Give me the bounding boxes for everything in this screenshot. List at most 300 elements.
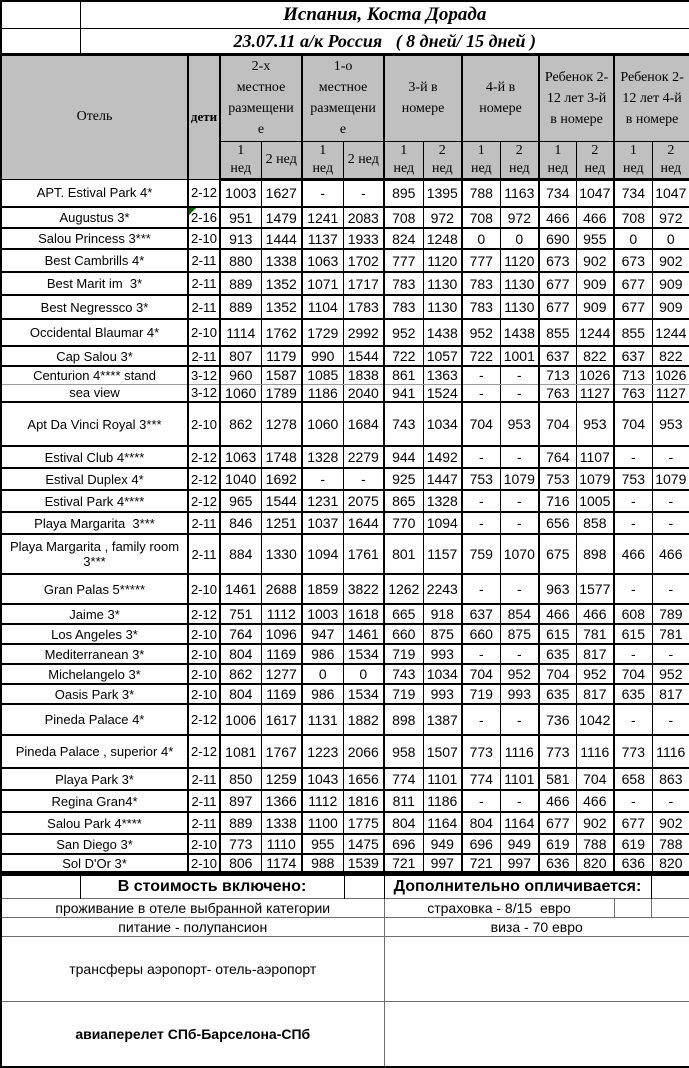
price-cell: 773 [539, 735, 576, 768]
price-cell: 824 [384, 228, 423, 249]
price-cell: 615 [614, 624, 652, 644]
price-cell: 1244 [652, 319, 689, 346]
page-title: Испания, Коста Дорада [80, 1, 689, 29]
table-row [1, 790, 689, 812]
price-cell: 1717 [343, 272, 384, 295]
price-cell: 1223 [302, 735, 343, 768]
price-cell: 1079 [576, 468, 614, 490]
price-cell: 763 [614, 384, 652, 402]
price-cell: 1060 [302, 402, 343, 446]
price-cell: 817 [576, 684, 614, 704]
price-cell: 1130 [500, 295, 539, 319]
price-cell: 704 [462, 402, 500, 446]
price-cell: 751 [220, 604, 261, 624]
price-cell: 677 [614, 295, 652, 319]
price-cell: 858 [576, 512, 614, 534]
price-cell: 1577 [576, 574, 614, 604]
children-age-cell: 2-11 [188, 790, 220, 812]
table-row [1, 624, 689, 644]
week-subheader: 2 нед [261, 141, 302, 179]
price-cell: 1094 [302, 534, 343, 574]
price-cell: 1169 [261, 684, 302, 704]
hotel-name-cell: Mediterranean 3* [1, 644, 188, 664]
price-cell: 1617 [261, 704, 302, 735]
price-cell: 1492 [423, 446, 462, 468]
price-cell: - [302, 179, 343, 207]
included-item: авиаперелет СПб-Барселона-СПб [1, 1002, 384, 1068]
price-cell: 804 [462, 812, 500, 834]
price-cell: 1110 [261, 834, 302, 854]
price-cell: 2040 [343, 384, 384, 402]
price-cell: 993 [500, 684, 539, 704]
price-cell: - [652, 704, 689, 735]
hotel-column-header: Отель [1, 55, 188, 179]
price-cell: 466 [539, 604, 576, 624]
price-cell: 1042 [576, 704, 614, 735]
price-cell: 1130 [423, 295, 462, 319]
price-cell: 1040 [220, 468, 261, 490]
footer-gap [344, 875, 384, 899]
price-cell: 1085 [302, 366, 343, 384]
price-cell: - [614, 490, 652, 512]
price-cell: 1363 [423, 366, 462, 384]
week-subheader: 2 нед [576, 141, 614, 179]
price-cell: 0 [652, 228, 689, 249]
price-cell: 1461 [220, 574, 261, 604]
price-cell: 960 [220, 366, 261, 384]
price-cell: 466 [652, 534, 689, 574]
price-cell: 1079 [652, 468, 689, 490]
price-cell: 1071 [302, 272, 343, 295]
week-subheader: 1 нед [384, 141, 423, 179]
price-cell: 783 [384, 295, 423, 319]
price-cell: 781 [576, 624, 614, 644]
price-cell: 734 [539, 179, 576, 207]
table-row [1, 704, 689, 735]
price-cell: 951 [220, 207, 261, 228]
table-row [1, 768, 689, 790]
price-cell: 1063 [220, 446, 261, 468]
price-cell: 965 [220, 490, 261, 512]
price-cell: 1618 [343, 604, 384, 624]
price-table [0, 54, 689, 873]
price-cell: 619 [614, 834, 652, 854]
children-age-cell: 2-11 [188, 534, 220, 574]
price-cell: 719 [384, 684, 423, 704]
price-cell: 909 [652, 295, 689, 319]
table-row [1, 179, 689, 207]
price-cell: 1057 [423, 346, 462, 366]
hotel-name-cell: Jaime 3* [1, 604, 188, 624]
price-cell: 807 [220, 346, 261, 366]
week-subheader: 2 нед [343, 141, 384, 179]
week-subheader: 1 нед [462, 141, 500, 179]
price-cell: 734 [614, 179, 652, 207]
children-age-cell: 2-10 [188, 402, 220, 446]
price-cell: 902 [576, 249, 614, 272]
price-cell: 1352 [261, 272, 302, 295]
price-cell: 909 [652, 272, 689, 295]
price-cell: 1001 [500, 346, 539, 366]
children-age-cell: 2-10 [188, 684, 220, 704]
price-cell: 861 [384, 366, 423, 384]
price-cell: 466 [614, 534, 652, 574]
hotel-name-cell: Best Marit im 3* [1, 272, 188, 295]
footer-grid [384, 937, 689, 1002]
price-cell: 722 [384, 346, 423, 366]
price-cell: 909 [576, 295, 614, 319]
hotel-name-cell: APT. Estival Park 4* [1, 179, 188, 207]
price-cell: 1094 [423, 512, 462, 534]
price-cell: - [462, 446, 500, 468]
price-cell: 719 [462, 684, 500, 704]
children-age-cell: 3-12 [188, 366, 220, 384]
price-cell: 677 [539, 272, 576, 295]
price-cell: 811 [384, 790, 423, 812]
table-row [1, 272, 689, 295]
price-cell: 898 [384, 704, 423, 735]
title-section [0, 0, 689, 54]
price-cell: 1859 [302, 574, 343, 604]
price-cell: 944 [384, 446, 423, 468]
price-cell: 1838 [343, 366, 384, 384]
price-cell: 1163 [500, 179, 539, 207]
price-cell: 1107 [576, 446, 614, 468]
price-cell: 846 [220, 512, 261, 534]
price-cell: 619 [539, 834, 576, 854]
price-cell: 777 [462, 249, 500, 272]
corner-cell [1, 1, 80, 29]
price-cell: - [462, 366, 500, 384]
price-cell: 1447 [423, 468, 462, 490]
price-cell: 722 [462, 346, 500, 366]
price-cell: 696 [384, 834, 423, 854]
price-cell: 1034 [423, 402, 462, 446]
price-cell: 804 [220, 684, 261, 704]
table-row [1, 468, 689, 490]
price-cell: 721 [384, 854, 423, 872]
price-cell: 677 [539, 295, 576, 319]
price-cell: 1544 [261, 490, 302, 512]
price-cell: - [652, 644, 689, 664]
hotel-name-cell: Pineda Palace , superior 4* [1, 735, 188, 768]
price-cell: 789 [652, 604, 689, 624]
price-cell: 673 [539, 249, 576, 272]
corner-cell [1, 29, 80, 54]
price-cell: 636 [539, 854, 576, 872]
price-cell: 713 [539, 366, 576, 384]
price-cell: 1231 [302, 490, 343, 512]
price-cell: 855 [539, 319, 576, 346]
hotel-name-cell: Salou Princess 3*** [1, 228, 188, 249]
price-cell: 953 [652, 402, 689, 446]
price-cell: 884 [220, 534, 261, 574]
price-cell: - [500, 644, 539, 664]
price-cell: 1047 [576, 179, 614, 207]
price-cell: 1761 [343, 534, 384, 574]
price-cell: 990 [302, 346, 343, 366]
price-cell: - [500, 512, 539, 534]
price-cell: 1137 [302, 228, 343, 249]
price-cell: - [614, 704, 652, 735]
price-cell: 1047 [652, 179, 689, 207]
price-cell: 708 [384, 207, 423, 228]
hotel-name-cell: Michelangelo 3* [1, 664, 188, 684]
group-header: Ребенок 2- 12 лет 3-й в номере [539, 55, 614, 141]
price-cell: 704 [614, 664, 652, 684]
price-cell: - [343, 179, 384, 207]
price-cell: - [500, 574, 539, 604]
price-cell: - [500, 366, 539, 384]
price-cell: 1748 [261, 446, 302, 468]
price-cell: 902 [652, 249, 689, 272]
price-cell: 1328 [423, 490, 462, 512]
price-cell: 953 [576, 402, 614, 446]
table-row [1, 490, 689, 512]
price-cell: 1104 [302, 295, 343, 319]
price-cell: 635 [539, 684, 576, 704]
week-subheader: 1 нед [220, 141, 261, 179]
price-cell: 897 [220, 790, 261, 812]
price-cell: 909 [576, 272, 614, 295]
price-cell: 1101 [500, 768, 539, 790]
price-cell: 1627 [261, 179, 302, 207]
hotel-name-cell: Oasis Park 3* [1, 684, 188, 704]
price-cell: 925 [384, 468, 423, 490]
price-cell: 953 [500, 402, 539, 446]
children-age-cell: 2-12 [188, 735, 220, 768]
price-cell: 865 [384, 490, 423, 512]
price-cell: 993 [423, 644, 462, 664]
price-cell: 889 [220, 812, 261, 834]
price-cell: 895 [384, 179, 423, 207]
price-cell: 1816 [343, 790, 384, 812]
price-cell: 770 [384, 512, 423, 534]
price-cell: 704 [462, 664, 500, 684]
price-cell: 1026 [576, 366, 614, 384]
table-row [1, 574, 689, 604]
price-cell: - [462, 512, 500, 534]
price-cell: 972 [423, 207, 462, 228]
price-cell: 0 [302, 664, 343, 684]
price-cell: 958 [384, 735, 423, 768]
price-cell: 880 [220, 249, 261, 272]
price-cell: 963 [539, 574, 576, 604]
week-subheader: 2 нед [423, 141, 462, 179]
children-age-cell: 2-12 [188, 179, 220, 207]
price-cell: 0 [462, 228, 500, 249]
price-cell: 1729 [302, 319, 343, 346]
price-cell: 820 [652, 854, 689, 872]
price-cell: 1063 [302, 249, 343, 272]
hotel-name-cell: Best Cambrills 4* [1, 249, 188, 272]
price-cell: 466 [539, 790, 576, 812]
group-header-row [1, 55, 689, 141]
price-cell: 2066 [343, 735, 384, 768]
price-cell: 1164 [423, 812, 462, 834]
hotel-name-cell: Estival Duplex 4* [1, 468, 188, 490]
group-header: Ребенок 2- 12 лет 4-й в номере [614, 55, 689, 141]
hotel-name-cell: Apt Da Vinci Royal 3*** [1, 402, 188, 446]
price-cell: 466 [539, 207, 576, 228]
price-cell: 708 [614, 207, 652, 228]
price-cell: 817 [652, 684, 689, 704]
price-cell: 1544 [343, 346, 384, 366]
table-row [1, 834, 689, 854]
price-cell: - [652, 790, 689, 812]
price-cell: 466 [576, 207, 614, 228]
price-cell: 1112 [261, 604, 302, 624]
hotel-name-cell: Playa Margarita , family room 3*** [1, 534, 188, 574]
price-cell: 949 [423, 834, 462, 854]
price-cell: 0 [343, 664, 384, 684]
children-age-cell: 2-10 [188, 664, 220, 684]
price-cell: 637 [539, 346, 576, 366]
week-subheader: 2 нед [652, 141, 689, 179]
price-cell: 753 [539, 468, 576, 490]
price-cell: - [614, 574, 652, 604]
price-cell: 972 [500, 207, 539, 228]
hotel-name-cell: Estival Club 4**** [1, 446, 188, 468]
hotel-rows [1, 179, 689, 872]
price-cell: 1112 [302, 790, 343, 812]
price-cell: 1037 [302, 512, 343, 534]
price-cell: 1186 [302, 384, 343, 402]
price-cell: 1259 [261, 768, 302, 790]
price-cell: 743 [384, 402, 423, 446]
table-row [1, 735, 689, 768]
hotel-name-cell: Augustus 3* [1, 207, 188, 228]
price-cell: 2992 [343, 319, 384, 346]
children-age-cell: 3-12 [188, 384, 220, 402]
hotel-name-cell: sea view [1, 384, 188, 402]
price-cell: 1034 [423, 664, 462, 684]
price-cell: 862 [220, 664, 261, 684]
hotel-name-cell: Cap Salou 3* [1, 346, 188, 366]
price-cell: 918 [423, 604, 462, 624]
price-cell: 1330 [261, 534, 302, 574]
price-cell: 1186 [423, 790, 462, 812]
children-age-cell: 2-12 [188, 704, 220, 735]
price-cell: 955 [302, 834, 343, 854]
price-cell: 736 [539, 704, 576, 735]
price-cell: 1656 [343, 768, 384, 790]
price-cell: 673 [614, 249, 652, 272]
price-cell: 1767 [261, 735, 302, 768]
price-cell: 781 [652, 624, 689, 644]
price-cell: 1933 [343, 228, 384, 249]
price-cell: - [500, 790, 539, 812]
table-row [1, 319, 689, 346]
children-age-cell: 2-11 [188, 768, 220, 790]
price-cell: 1026 [652, 366, 689, 384]
price-cell: 1131 [302, 704, 343, 735]
price-cell: 764 [539, 446, 576, 468]
price-cell: 1179 [261, 346, 302, 366]
table-row [1, 664, 689, 684]
extra-item: страховка - 8/15 евро [384, 899, 614, 918]
price-cell: 788 [576, 834, 614, 854]
price-cell: 1352 [261, 295, 302, 319]
price-cell: 1461 [343, 624, 384, 644]
children-age-cell: 2-11 [188, 812, 220, 834]
price-cell: 1783 [343, 295, 384, 319]
price-cell: - [500, 490, 539, 512]
price-cell: 704 [539, 402, 576, 446]
price-cell: 675 [539, 534, 576, 574]
included-item: проживание в отеле выбранной категории [1, 899, 384, 918]
hotel-name-cell: Los Angeles 3* [1, 624, 188, 644]
price-cell: 1882 [343, 704, 384, 735]
price-cell: 637 [462, 604, 500, 624]
price-cell: 1278 [261, 402, 302, 446]
price-cell: 774 [384, 768, 423, 790]
price-cell: 635 [539, 644, 576, 664]
price-cell: 1120 [500, 249, 539, 272]
price-cell: 777 [384, 249, 423, 272]
price-cell: 1079 [500, 468, 539, 490]
price-cell: 1762 [261, 319, 302, 346]
week-subheader: 1 нед [614, 141, 652, 179]
price-cell: 863 [652, 768, 689, 790]
price-cell: - [652, 574, 689, 604]
price-cell: 658 [614, 768, 652, 790]
price-cell: 656 [539, 512, 576, 534]
price-cell: 898 [576, 534, 614, 574]
price-cell: 1005 [576, 490, 614, 512]
price-cell: 1366 [261, 790, 302, 812]
price-cell: 2279 [343, 446, 384, 468]
price-cell: 763 [539, 384, 576, 402]
price-cell: 665 [384, 604, 423, 624]
children-column-header: дети [188, 55, 220, 179]
price-cell: 1244 [576, 319, 614, 346]
price-cell: 3822 [343, 574, 384, 604]
price-cell: 1116 [500, 735, 539, 768]
price-cell: 2243 [423, 574, 462, 604]
price-cell: 1120 [423, 249, 462, 272]
price-cell: 773 [614, 735, 652, 768]
price-cell: 1127 [652, 384, 689, 402]
footer-spacer [1, 875, 80, 899]
hotel-name-cell: Playa Park 3* [1, 768, 188, 790]
price-cell: 1479 [261, 207, 302, 228]
price-cell: 1043 [302, 768, 343, 790]
children-age-cell: 2-11 [188, 295, 220, 319]
children-age-cell: 2-11 [188, 512, 220, 534]
price-cell: 1438 [500, 319, 539, 346]
price-cell: 1702 [343, 249, 384, 272]
price-cell: 0 [500, 228, 539, 249]
price-cell: - [462, 704, 500, 735]
price-cell: 1684 [343, 402, 384, 446]
price-cell: 875 [500, 624, 539, 644]
children-age-cell: 2-10 [188, 834, 220, 854]
children-age-cell: 2-10 [188, 624, 220, 644]
price-cell: 1003 [220, 179, 261, 207]
table-row [1, 207, 689, 228]
price-cell: 1164 [500, 812, 539, 834]
price-cell: 1438 [423, 319, 462, 346]
price-cell: 947 [302, 624, 343, 644]
footer-cell [614, 899, 651, 918]
price-cell: - [500, 704, 539, 735]
price-cell: 986 [302, 684, 343, 704]
price-cell: 783 [384, 272, 423, 295]
price-cell: 822 [576, 346, 614, 366]
price-cell: - [302, 468, 343, 490]
group-header: 3-й в номере [384, 55, 462, 141]
